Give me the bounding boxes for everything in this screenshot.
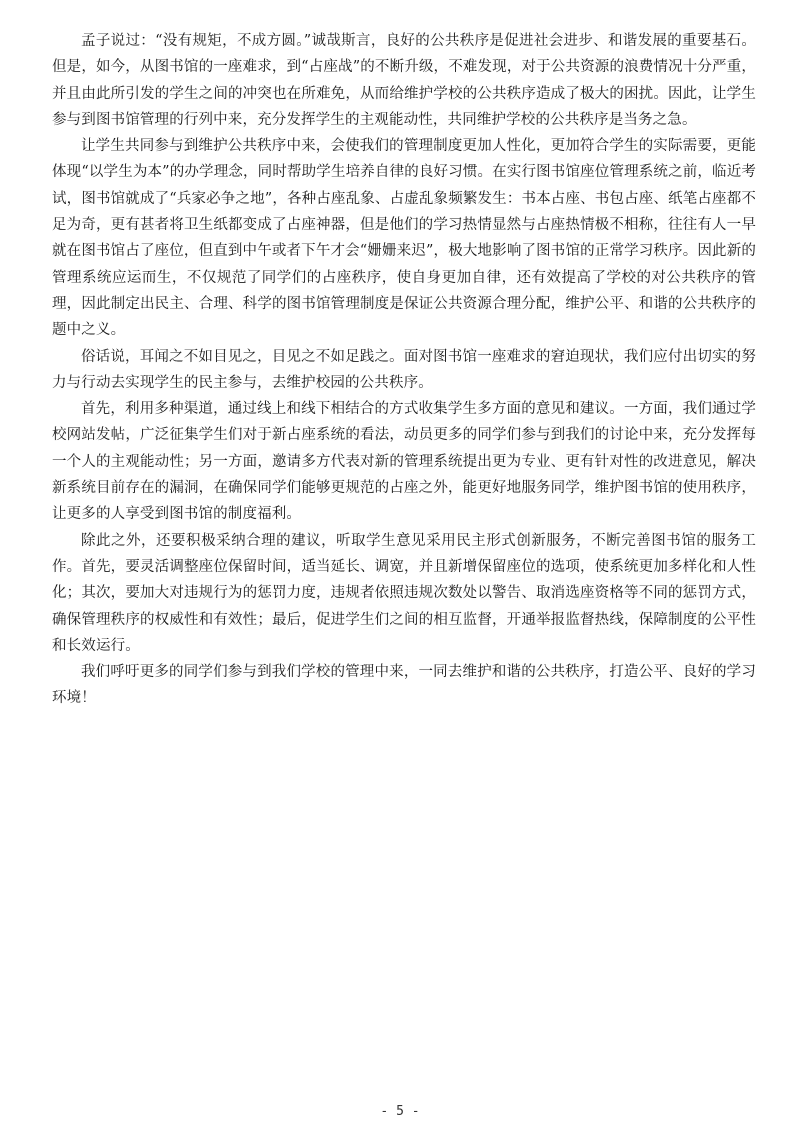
- page-number: - 5 -: [380, 1104, 420, 1119]
- paragraph-1: 孟子说过：“没有规矩，不成方圆。”诚哉斯言，良好的公共秩序是促进社会进步、和谐发展的重要基石。但是，如今，从图书馆的一座难求，到“占座战”的不断升级，不难发现，对于公共资源的浪费情况十分严重，并且由此所引发的学生之间的冲突也在所难免，从而给维护学校的公共秩序造成了极大的困扰。因此，让学生参与到图书馆管理的行列中来，充分发挥学生的主观能动性，共同维护学校的公共秩序是当务之急。: [52, 33, 756, 128]
- paragraph-6: 我们呼吁更多的同学们参与到我们学校的管理中来，一同去维护和谐的公共秩序，打造公平、良好的学习环境！: [52, 664, 756, 707]
- paragraph-3: 俗话说，耳闻之不如目见之，目见之不如足践之。面对图书馆一座难求的窘迫现状，我们应付出切实的努力与行动去实现学生的民主参与，去维护校园的公共秩序。: [52, 348, 756, 391]
- paragraph-5: 除此之外，还要积极采纳合理的建议，听取学生意见采用民主形式创新服务，不断完善图书馆的服务工作。首先，要灵活调整座位保留时间，适当延长、调宽，并且新增保留座位的选项，使系统更加多样化和人性化；其次，要加大对违规行为的惩罚力度，违规者依照违规次数处以警告、取消选座资格等不同的惩罚方式，确保管理秩序的权威性和有效性；最后，促进学生们之间的相互监督，开通举报监督热线，保障制度的公平性和长效运行。: [52, 532, 756, 654]
- paragraph-4: 首先，利用多种渠道，通过线上和线下相结合的方式收集学生多方面的意见和建议。一方面，我们通过学校网站发帖，广泛征集学生们对于新占座系统的看法，动员更多的同学们参与到我们的讨论中来，充分发挥每一个人的主观能动性；另一方面，邀请多方代表对新的管理系统提出更为专业、更有针对性的改进意见，解决新系统目前存在的漏洞，在确保同学们能够更规范的占座之外，能更好地服务同学，维护图书馆的使用秩序，让更多的人享受到图书馆的制度福利。: [52, 401, 756, 523]
- paragraph-2: 让学生共同参与到维护公共秩序中来，会使我们的管理制度更加人性化，更加符合学生的实际需要，更能体现“以学生为本”的办学理念，同时帮助学生培养自律的良好习惯。在实行图书馆座位管理系统之前，临近考试，图书馆就成了“兵家必争之地”，各种占座乱象、占虚乱象频繁发生：书本占座、书包占座、纸笔占座都不足为奇，更有甚者将卫生纸都变成了占座神器，但是他们的学习热情显然与占座热情极不相称，往往有人一早就在图书馆占了座位，但直到中午或者下午才会“姗姗来迟”，极大地影响了图书馆的正常学习秩序。因此新的管理系统应运而生，不仅规范了同学们的占座秩序，使自身更加自律，还有效提高了学校的对公共秩序的管理，因此制定出民主、合理、科学的图书馆管理制度是保证公共资源合理分配，维护公平、和谐的公共秩序的题中之义。: [52, 138, 756, 339]
- document-body: [52, 28, 756, 712]
